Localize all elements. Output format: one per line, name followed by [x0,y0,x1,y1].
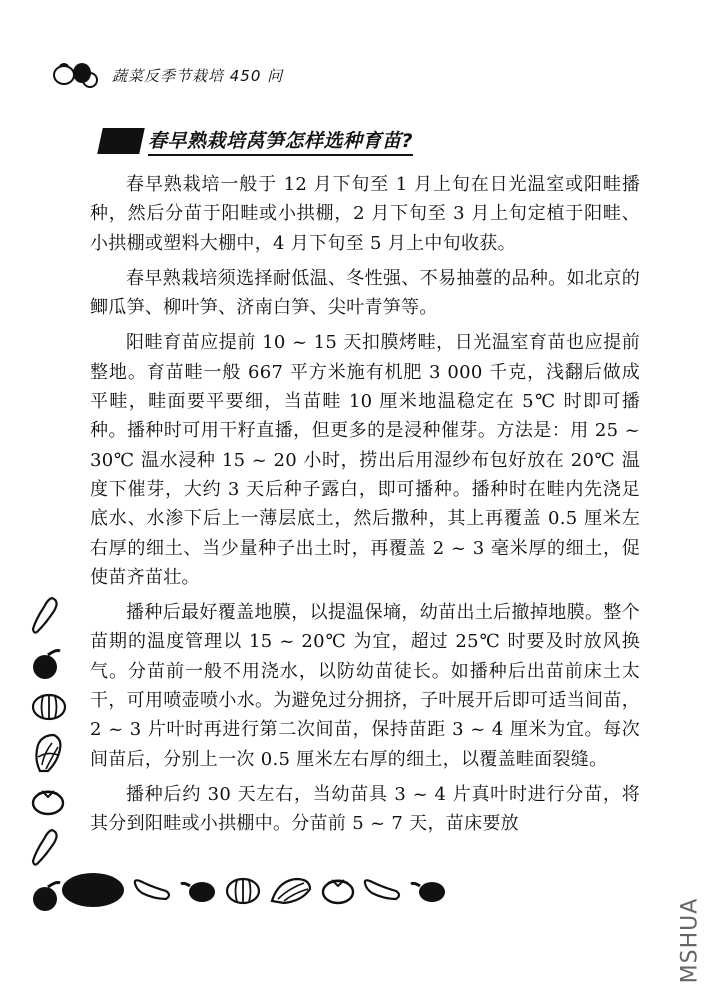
watermark-text: MSHUA [677,897,703,983]
cucumber-icon [362,877,402,903]
pumpkin-icon [30,691,68,721]
black-oval-icon [60,870,126,910]
eggplant-icon [30,645,64,681]
cucumber-icon [30,827,64,867]
question-number-badge [97,128,145,154]
eggplant-icon [178,876,218,904]
paragraph: 阳畦育苗应提前 10 ~ 15 天扣膜烤畦，日光温室育苗也应提前整地。育苗畦一般 667 平方米施有机肥 3 000 千克，浅翻后做成平畦，畦面要平要细，当苗畦 10 厘米地温稳定在 5℃ 时即可播种。播种时可用干籽直播，但更多的是浸种催芽。方法是：用 25 ~ 30℃ 温水浸种 15 ~ 20 小时，捞出后用湿纱布包好放在 20℃ 温度下催芽，大约 3 天后种子露白，即可播种。播种时在畦内先浇足底水、水渗下后上一薄层底土，然后撒种，其上再覆盖 0.5 厘米左右厚的细土、当少量种子出土时，再覆盖 2 ~ 3 毫米厚的细土，促使苗齐苗壮。 [90,332,640,588]
cucumber-icon [30,595,64,635]
section-title: 春早熟栽培莴笋怎样选种育苗? [148,126,413,156]
tomato-icon [30,785,66,817]
eggplant-icon [30,877,64,913]
paragraph: 播种后约 30 天左右，当幼苗具 3 ~ 4 片真叶时进行分苗，将其分到阳畦或小拱棚中。分苗前 5 ~ 7 天，苗床要放 [90,783,640,835]
bottom-vegetable-decoration [60,870,454,910]
vegetable-cluster-icon [52,60,98,90]
chinese-cabbage-icon [30,731,66,775]
watermark [678,885,702,995]
body-text [90,170,640,845]
paragraph: 春早熟栽培须选择耐低温、冬性强、不易抽薹的品种。如北京的鲫瓜笋、柳叶笋、济南白笋、尖叶青笋等。 [90,267,640,319]
paragraph: 播种后最好覆盖地膜，以提温保墒，幼苗出土后撤掉地膜。整个苗期的温度管理以 15 ~ 20℃ 为宜，超过 25℃ 时要及时放风换气。分苗前一般不用浇水，以防幼苗徒长。如播种后出苗前床土太干，可用喷壶喷小水。为避免过分拥挤，子叶展开后即可适当间苗，2 ~ 3 片叶时再进行第二次间苗，保持苗距 3 ~ 4 厘米为宜。每次间苗后，分别上一次 0.5 厘米左右厚的细土，以覆盖畦面裂缝。 [90,602,640,770]
book-title: 蔬菜反季节栽培 450 问 [112,66,284,85]
chinese-cabbage-icon [268,875,314,905]
paragraph: 春早熟栽培一般于 12 月下旬至 1 月上旬在日光温室或阳畦播种，然后分苗于阳畦或小拱棚，2 月下旬至 3 月上旬定植于阳畦、小拱棚或塑料大棚中，4 月下旬至 5 月上中旬收获。 [90,174,640,254]
section-heading [100,126,413,156]
running-header [52,60,283,90]
tomato-icon [320,874,356,906]
eggplant-icon [408,876,448,904]
cucumber-icon [132,877,172,903]
pumpkin-icon [224,875,262,905]
